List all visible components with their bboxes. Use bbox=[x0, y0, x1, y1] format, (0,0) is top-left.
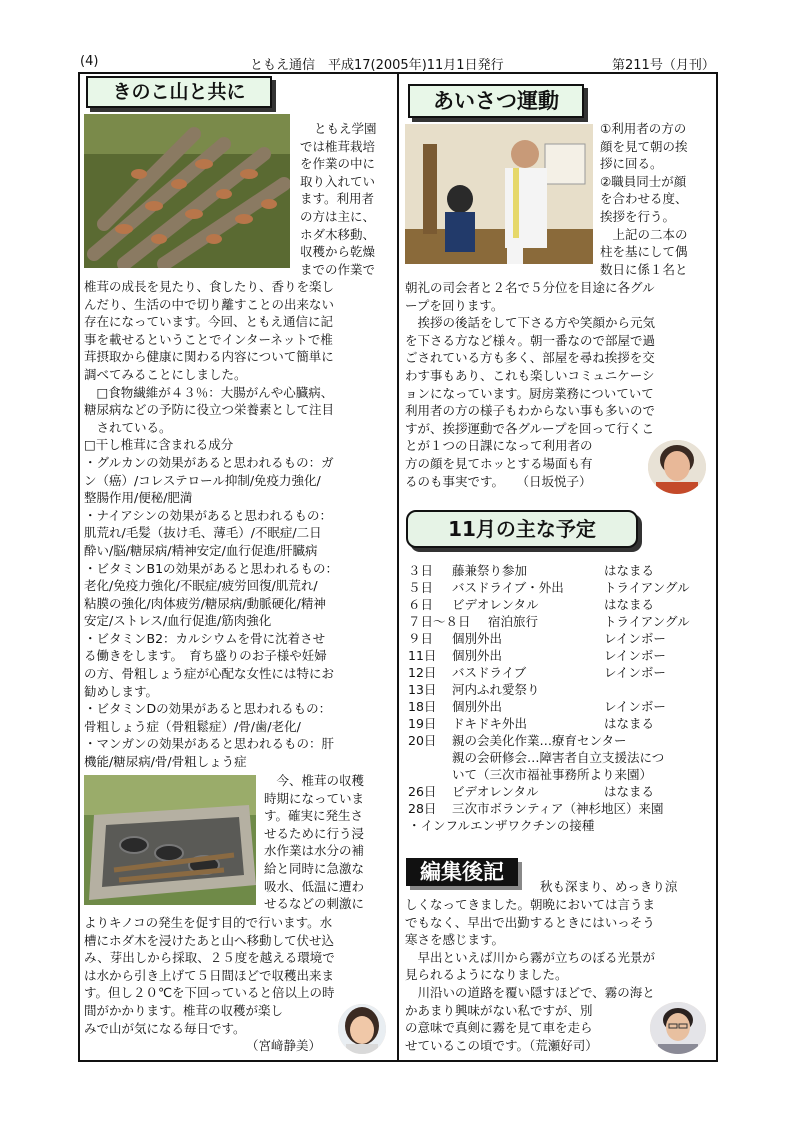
kinoko-side-line: せるために行う浸 bbox=[264, 825, 365, 841]
kinoko-intro-line: 収穫から乾燥 bbox=[300, 244, 376, 260]
kinoko-bottom-line: す。但し２０℃を下回っていると倍以上の時 bbox=[84, 985, 335, 1001]
aisatsu-body-line: 挨拶の後話をして下さる方や笑顔から元気 bbox=[405, 315, 656, 331]
editor-note-line: 早出といえば川から霧が立ちのぼる光景が bbox=[405, 949, 656, 965]
mushroom-log-photo bbox=[84, 114, 290, 268]
kinoko-body-line: んだり、生活の中で切り離すことの出来ない bbox=[84, 296, 335, 312]
schedule-date: 28日 bbox=[408, 801, 437, 816]
schedule-date: ７日～８日 bbox=[408, 614, 471, 629]
kinoko-body-line: 勧めします。 bbox=[84, 683, 159, 699]
water-tank-photo bbox=[84, 775, 256, 905]
page-header bbox=[80, 54, 720, 74]
kinoko-bottom-line: は水から引き上げて５日間ほどで収穫出来ま bbox=[84, 967, 335, 983]
aisatsu-side-line: ②職員同士が顔 bbox=[600, 173, 687, 189]
schedule-event: 個別外出 bbox=[452, 648, 503, 663]
author-photo-miyazaki bbox=[338, 1004, 386, 1054]
schedule-extra-text: いて（三次市福祉事務所より来園） bbox=[452, 767, 653, 782]
kinoko-side-line: 今、椎茸の収穫 bbox=[264, 773, 365, 788]
schedule-date: ３日 bbox=[408, 563, 434, 578]
kinoko-side-line: 給と同時に急激な bbox=[264, 860, 365, 876]
kinoko-body-line: 肌荒れ/毛髪（抜け毛、薄毛）/不眠症/二日 bbox=[84, 525, 322, 541]
aisatsu-body-line: とが１つの日課になって利用者の bbox=[405, 438, 593, 454]
schedule-date: ９日 bbox=[408, 631, 434, 646]
kinoko-intro bbox=[300, 120, 392, 278]
schedule-date: 12日 bbox=[408, 665, 437, 680]
kinoko-intro-line: の方は主に、 bbox=[300, 208, 376, 224]
kinoko-author: （宮﨑静美） bbox=[246, 1038, 322, 1053]
kinoko-body-line: 機能/糖尿病/骨/骨粗しょう症 bbox=[84, 754, 247, 770]
kinoko-body-line: 整腸作用/便秘/肥満 bbox=[84, 490, 193, 506]
kinoko-body-line: ・ビタミンB1の効果があると思われるもの： bbox=[84, 560, 339, 576]
kinoko-body-line: ・グルカンの効果があると思われるもの：ガ bbox=[84, 454, 334, 470]
newsletter-info: ともえ通信 平成17(2005年)11月1日発行 bbox=[250, 58, 504, 73]
schedule-title: 11月の主な予定 bbox=[406, 510, 638, 548]
kinoko-body-line: □食物繊維が４３％：大腸がんや心臓病、 bbox=[84, 384, 334, 400]
schedule-date: 13日 bbox=[408, 682, 437, 697]
kinoko-intro-line: 取り入れてい bbox=[300, 173, 376, 189]
schedule-place: レインボー bbox=[604, 665, 666, 680]
kinoko-intro-line: ホダ木移動、 bbox=[300, 226, 376, 242]
schedule-date: 11日 bbox=[408, 648, 437, 663]
schedule-event: バスドライブ bbox=[452, 665, 527, 680]
schedule-date: 26日 bbox=[408, 784, 437, 799]
kinoko-body-line: ・マンガンの効果があると思われるもの：肝 bbox=[84, 736, 335, 752]
kinoko-body-line: ・ナイアシンの効果があると思われるもの： bbox=[84, 507, 332, 523]
editor-note-title: 編集後記 bbox=[406, 858, 518, 886]
aisatsu-body-line: 方の顔を見てホッとする場面も有 bbox=[405, 455, 593, 471]
schedule-date: 20日 bbox=[408, 733, 437, 748]
aisatsu-side-line: 柱を基にして偶 bbox=[600, 244, 688, 260]
aisatsu-side-line: 挨拶を行う。 bbox=[600, 208, 676, 224]
aisatsu-title: あいさつ運動 bbox=[408, 84, 584, 118]
kinoko-body-line: ・ビタミンDの効果があると思われるもの： bbox=[84, 701, 332, 717]
kinoko-body-line: 茸摂取から健康に関わる内容について簡単に bbox=[84, 349, 334, 365]
editor-note-line: 川沿いの道路を覆い隠すほどで、霧の海と bbox=[405, 984, 655, 1000]
aisatsu-side bbox=[600, 120, 715, 278]
aisatsu-body-line: ごされている方も多く、部屋を尋ね挨拶を交 bbox=[405, 350, 655, 366]
schedule-place: はなまる bbox=[604, 784, 655, 799]
editor-note-line: せているこの頃です。（荒瀬好司） bbox=[405, 1037, 598, 1053]
aisatsu-body-line: ープを回ります。 bbox=[405, 297, 504, 313]
schedule-place: レインボー bbox=[604, 699, 666, 714]
kinoko-side-line: せるなどの刺激に bbox=[264, 896, 365, 912]
kinoko-bottom-line: 間がかかります。椎茸の収穫が楽し bbox=[84, 1002, 284, 1018]
kinoko-body-line: 酔い/脳/糖尿病/精神安定/血行促進/肝臓病 bbox=[84, 542, 318, 558]
aisatsu-body-line: ョンになっています。厨房業務についていて bbox=[405, 385, 654, 401]
schedule-extra-text: 親の会研修会…障害者自立支援法につ bbox=[452, 750, 665, 765]
schedule-place: はなまる bbox=[604, 563, 655, 578]
kinoko-intro-line: を作業の中に bbox=[300, 156, 376, 172]
editor-note-line: 見られるようになりました。 bbox=[405, 967, 568, 983]
kinoko-side-line: す。確実に発生さ bbox=[264, 808, 364, 824]
page-number: (4) bbox=[80, 54, 99, 69]
kinoko-intro-line: までの作業で bbox=[300, 261, 376, 277]
kinoko-body-line: 糖尿病などの予防に役立つ栄養素として注目 bbox=[84, 402, 335, 418]
aisatsu-body-line: 朝礼の司会者と２名で５分位を目途に各グル bbox=[405, 280, 655, 295]
editor-note-line: しくなってきました。朝晩においては言うま bbox=[405, 897, 656, 912]
schedule-event: 三次市ボランティア（神杉地区）来園 bbox=[452, 801, 664, 816]
kinoko-bottom-line: みで山が気になる毎日です。 bbox=[84, 1020, 246, 1036]
kinoko-body bbox=[84, 278, 394, 771]
editor-note-line: かあまり興味がない私ですが、別 bbox=[405, 1002, 593, 1018]
schedule-place: レインボー bbox=[604, 631, 666, 646]
aisatsu-side-line: 顔を見て朝の挨 bbox=[600, 138, 688, 154]
schedule-event: バスドライブ・外出 bbox=[452, 580, 564, 595]
kinoko-body-line: 安定/ストレス/血行促進/筋肉強化 bbox=[84, 613, 272, 629]
kinoko-side-line: 水作業は水分の補 bbox=[264, 843, 365, 859]
schedule-event: ビデオレンタル bbox=[452, 784, 539, 799]
kinoko-body-line: ン（癌）/コレステロール抑制/免疫力強化/ bbox=[84, 472, 321, 488]
schedule-event: 藤兼祭り参加 bbox=[452, 563, 528, 578]
kinoko-body-line: る働きをします。 育ち盛りのお子様や妊婦 bbox=[84, 648, 327, 664]
aisatsu-body-line: 利用者の方の様子もわからない事も多いので bbox=[405, 403, 656, 419]
kinoko-body-line: 事を載せるということでインターネットで椎 bbox=[84, 331, 333, 347]
kinoko-body-line: 存在になっています。今回、ともえ通信に記 bbox=[84, 314, 334, 330]
schedule-place: はなまる bbox=[604, 597, 655, 612]
schedule-place: トライアングル bbox=[604, 580, 690, 595]
kinoko-intro-line: ともえ学園 bbox=[314, 121, 377, 136]
aisatsu-side-line: 上記の二本の bbox=[600, 226, 688, 242]
kinoko-side-line: 時期になっていま bbox=[264, 790, 365, 806]
aisatsu-side-line: 数日に係１名と bbox=[600, 261, 688, 277]
aisatsu-side-line: ①利用者の方の bbox=[600, 121, 687, 136]
editor-note-line: 寒さを感じます。 bbox=[405, 932, 505, 948]
editor-note-line: でもなく、早出で出勤するときにはいっそう bbox=[405, 914, 655, 930]
kinoko-body-line: 調べてみることにしました。 bbox=[84, 366, 247, 382]
author-photo-arase bbox=[650, 1002, 706, 1054]
aisatsu-body-line: わす事もあり、これも楽しいコミュニケーシ bbox=[405, 367, 655, 383]
schedule-place: トライアングル bbox=[604, 614, 690, 629]
kinoko-bottom-line: み、芽出しから採取、２５度を越える環境で bbox=[84, 950, 335, 966]
schedule-event: 宿泊旅行 bbox=[488, 614, 539, 629]
kinoko-side-line: 吸水、低温に遭わ bbox=[264, 878, 365, 894]
schedule-event: 個別外出 bbox=[452, 699, 503, 714]
kinoko-body-line: □干し椎茸に含まれる成分 bbox=[84, 437, 234, 453]
column-divider bbox=[397, 74, 399, 1060]
kinoko-intro-line: では椎茸栽培 bbox=[300, 138, 376, 154]
schedule-date: ５日 bbox=[408, 580, 434, 595]
aisatsu-body-line: るのも事実です。 （日坂悦子） bbox=[405, 473, 592, 489]
kinoko-intro-line: ます。利用者 bbox=[300, 191, 375, 207]
kinoko-body-line: ・ビタミンB2：カルシウムを骨に沈着させ bbox=[84, 630, 326, 646]
schedule-place: レインボー bbox=[604, 648, 666, 663]
schedule-event: ドキドキ外出 bbox=[452, 716, 528, 731]
author-photo-hisaka bbox=[648, 440, 706, 494]
schedule-note-text: ・インフルエンザワクチンの接種 bbox=[408, 818, 595, 833]
aisatsu-body-line: を下さる方など様々。朝一番なので部屋で過 bbox=[405, 332, 656, 348]
schedule-date: 19日 bbox=[408, 716, 437, 731]
aisatsu-side-line: を合わせる度、 bbox=[600, 191, 688, 207]
editor-first-line: 秋も深まり、めっきり涼 bbox=[540, 879, 678, 894]
kinoko-title: きのこ山と共に bbox=[86, 76, 272, 108]
kinoko-body-line: 椎茸の成長を見たり、食したり、香りを楽し bbox=[84, 279, 335, 294]
issue-number: 第211号（月刊） bbox=[612, 58, 715, 73]
kinoko-bottom-line: よりキノコの発生を促す目的で行います。水 bbox=[84, 915, 333, 930]
kinoko-side bbox=[264, 772, 394, 913]
schedule-event: ビデオレンタル bbox=[452, 597, 539, 612]
kinoko-body-line: 骨粗しょう症（骨粗鬆症）/骨/歯/老化/ bbox=[84, 718, 301, 734]
kinoko-body-line: 粘膜の強化/肉体疲労/糖尿病/動脈硬化/精神 bbox=[84, 595, 326, 611]
schedule-event: 親の会美化作業…療育センター bbox=[452, 733, 627, 748]
kinoko-body-line: の方、骨粗しょう症が心配な女性には特にお bbox=[84, 666, 335, 682]
greeting-campaign-photo bbox=[405, 124, 593, 264]
kinoko-body-line: されている。 bbox=[84, 419, 172, 435]
kinoko-body-line: 老化/免疫力強化/不眠症/疲労回復/肌荒れ/ bbox=[84, 578, 318, 594]
schedule-event: 河内ふれ愛祭り bbox=[452, 682, 540, 697]
schedule-date: 18日 bbox=[408, 699, 437, 714]
editor-note-line: の意味で真剣に霧を見て車を走ら bbox=[405, 1020, 593, 1036]
schedule-date: ６日 bbox=[408, 597, 434, 612]
aisatsu-body-line: すが、挨拶運動で各グループを回って行くこ bbox=[405, 420, 655, 436]
schedule-event: 個別外出 bbox=[452, 631, 503, 646]
aisatsu-side-line: 拶に回る。 bbox=[600, 156, 663, 172]
kinoko-bottom-line: 槽にホダ木を浸けたあと山へ移動して伏せ込 bbox=[84, 932, 335, 948]
schedule-place: はなまる bbox=[604, 716, 655, 731]
